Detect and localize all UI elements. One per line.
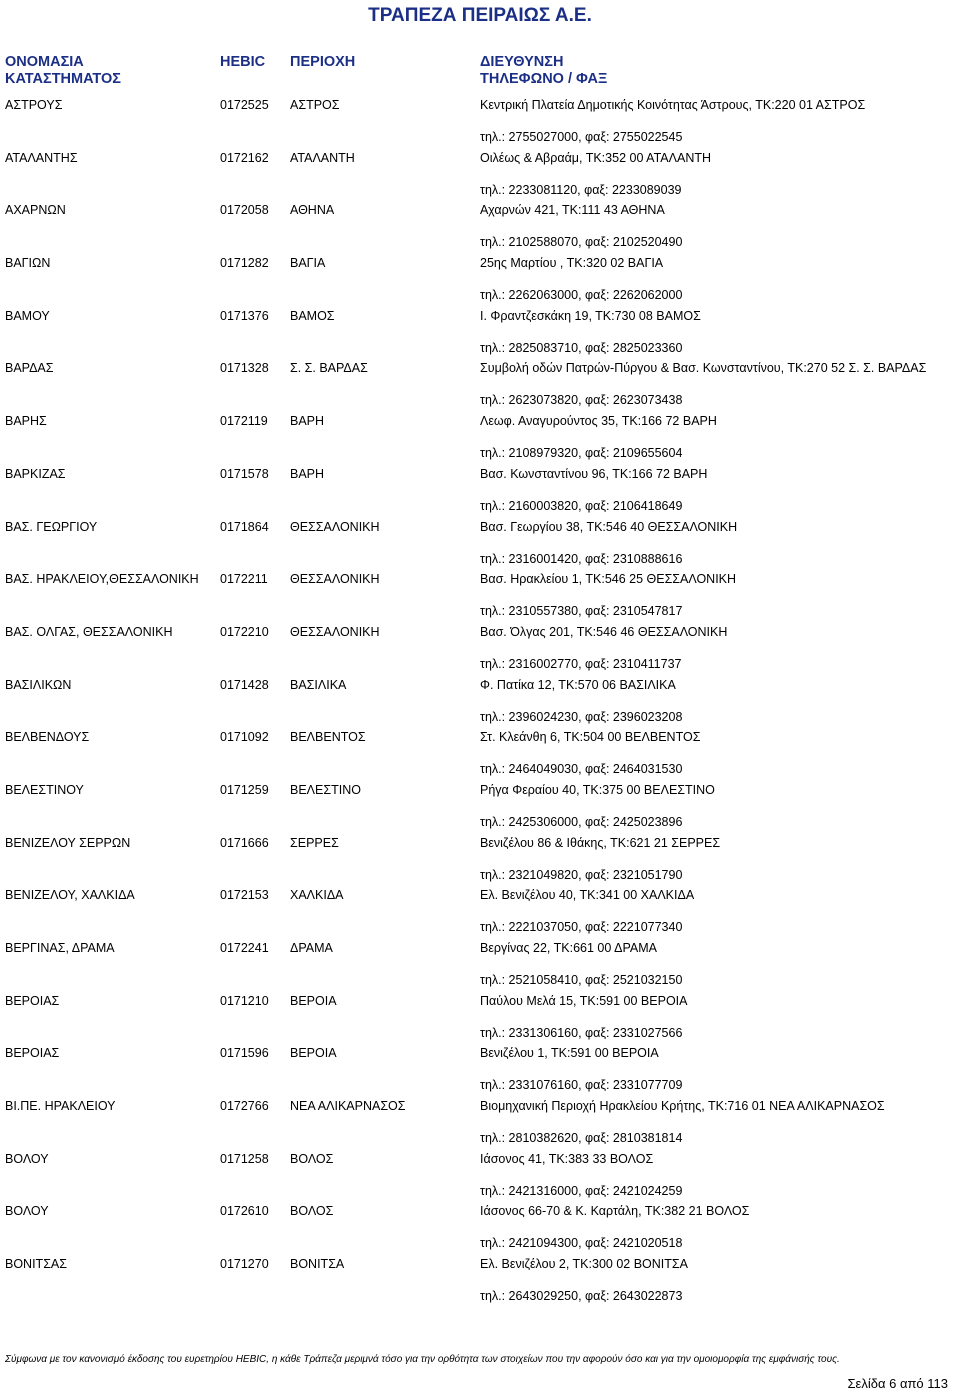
branch-address: 25ης Μαρτίου , ΤΚ:320 02 ΒΑΓΙΑ	[480, 256, 664, 271]
branch-address: Ελ. Βενιζέλου 40, ΤΚ:341 00 ΧΑΛΚΙΔΑ	[480, 888, 695, 903]
branch-phone-fax: τηλ.: 2425306000, φαξ: 2425023896	[480, 814, 683, 829]
branch-phone-fax: τηλ.: 2643029250, φαξ: 2643022873	[480, 1289, 683, 1304]
branch-area: ΒΕΛΕΣΤΙΝΟ	[290, 782, 361, 797]
branch-name: ΒΟΛΟΥ	[5, 1204, 49, 1219]
branch-address: Λεωφ. Αναγυρούντος 35, ΤΚ:166 72 ΒΑΡΗ	[480, 414, 717, 429]
header-address-line2: ΤΗΛΕΦΩΝΟ / ΦΑΞ	[480, 71, 608, 87]
branch-area: ΒΕΛΒΕΝΤΟΣ	[290, 730, 366, 745]
branch-phone-fax: τηλ.: 2331076160, φαξ: 2331077709	[480, 1078, 683, 1093]
header-hebic: HEBIC	[220, 54, 266, 70]
table-row	[0, 149, 960, 202]
branch-name: ΒΕΡΓΙΝΑΣ, ΔΡΑΜΑ	[5, 941, 115, 955]
branch-address: Ι. Φραντζεσκάκη 19, ΤΚ:730 08 ΒΑΜΟΣ	[480, 308, 701, 323]
hebic-code: 0171666	[220, 835, 269, 850]
hebic-code: 0172153	[220, 888, 269, 903]
branch-phone-fax: τηλ.: 2331306160, φαξ: 2331027566	[480, 1025, 683, 1040]
branch-name: ΒΙ.ΠΕ. ΗΡΑΚΛΕΙΟΥ	[5, 1099, 116, 1114]
hebic-code: 0171864	[220, 519, 269, 534]
branch-address: Κεντρική Πλατεία Δημοτικής Κοινότητας Άστρους, ΤΚ:220 01 ΑΣΤΡΟΣ	[480, 98, 866, 112]
branch-area: ΝΕΑ ΑΛΙΚΑΡΝΑΣΟΣ	[290, 1099, 406, 1114]
branch-phone-fax: τηλ.: 2316002770, φαξ: 2310411737	[480, 656, 682, 671]
branch-phone-fax: τηλ.: 2464049030, φαξ: 2464031530	[480, 762, 683, 777]
branch-area: ΒΑΣΙΛΙΚΑ	[290, 677, 347, 692]
header-area: ΠΕΡΙΟΧΗ	[290, 54, 356, 70]
branch-table	[0, 96, 960, 1308]
branch-address: Ελ. Βενιζέλου 2, ΤΚ:300 02 ΒΟΝΙΤΣΑ	[480, 1257, 688, 1272]
branch-phone-fax: τηλ.: 2421094300, φαξ: 2421020518	[480, 1236, 683, 1251]
branch-area: ΘΕΣΣΑΛΟΝΙΚΗ	[290, 519, 380, 534]
branch-name: ΒΑΣ. ΟΛΓΑΣ, ΘΕΣΣΑΛΟΝΙΚΗ	[5, 624, 173, 639]
hebic-code: 0172525	[220, 98, 269, 112]
branch-name: ΒΟΝΙΤΣΑΣ	[5, 1257, 67, 1272]
branch-area: ΒΑΡΗ	[290, 466, 325, 481]
table-row	[0, 307, 960, 360]
branch-phone-fax: τηλ.: 2316001420, φαξ: 2310888616	[480, 551, 683, 566]
branch-area: ΧΑΛΚΙΔΑ	[290, 888, 344, 903]
branch-phone-fax: τηλ.: 2321049820, φαξ: 2321051790	[480, 867, 683, 882]
table-row	[0, 1097, 960, 1150]
hebic-code: 0171092	[220, 730, 269, 745]
header-address	[480, 54, 607, 88]
hebic-code: 0172610	[220, 1204, 269, 1219]
hebic-code: 0171328	[220, 361, 269, 376]
branch-name: ΒΕΝΙΖΕΛΟΥ, ΧΑΛΚΙΔΑ	[5, 888, 135, 903]
hebic-code: 0171376	[220, 308, 269, 323]
branch-name: ΒΑΣ. ΓΕΩΡΓΙΟΥ	[5, 519, 98, 534]
branch-phone-fax: τηλ.: 2521058410, φαξ: 2521032150	[480, 973, 683, 987]
branch-address: Βασ. Γεωργίου 38, ΤΚ:546 40 ΘΕΣΣΑΛΟΝΙΚΗ	[480, 519, 738, 534]
branch-area: ΑΣΤΡΟΣ	[290, 98, 340, 112]
hebic-code: 0172766	[220, 1099, 269, 1114]
branch-name: ΒΑΡΗΣ	[5, 414, 47, 429]
branch-area: ΒΑΡΗ	[290, 414, 325, 429]
branch-phone-fax: τηλ.: 2102588070, φαξ: 2102520490	[480, 235, 683, 250]
header-address-line1: ΔΙΕΥΘΥΝΣΗ	[480, 54, 564, 70]
branch-address: Ιάσονος 41, ΤΚ:383 33 ΒΟΛΟΣ	[480, 1151, 654, 1166]
branch-area: ΒΕΡΟΙΑ	[290, 1046, 337, 1061]
branch-name: ΑΤΑΛΑΝΤΗΣ	[5, 150, 78, 165]
table-row	[0, 992, 960, 1045]
branch-area: ΒΕΡΟΙΑ	[290, 993, 337, 1008]
header-name	[5, 54, 121, 88]
branch-address: Βιομηχανική Περιοχή Ηρακλείου Κρήτης, ΤΚ:716 01 ΝΕΑ ΑΛΙΚΑΡΝΑΣΟΣ	[480, 1099, 885, 1114]
table-row	[0, 359, 960, 412]
branch-name: ΒΕΡΟΙΑΣ	[5, 1046, 60, 1061]
hebic-code: 0171282	[220, 256, 269, 271]
branch-name: ΒΑΡΔΑΣ	[5, 361, 54, 376]
branch-phone-fax: τηλ.: 2421316000, φαξ: 2421024259	[480, 1183, 683, 1198]
branch-address: Βενιζέλου 1, ΤΚ:591 00 ΒΕΡΟΙΑ	[480, 1046, 659, 1061]
branch-phone-fax: τηλ.: 2108979320, φαξ: 2109655604	[480, 446, 683, 461]
table-row	[0, 570, 960, 623]
table-row	[0, 886, 960, 939]
branch-area: ΒΟΛΟΣ	[290, 1151, 334, 1166]
branch-area: Σ. Σ. ΒΑΡΔΑΣ	[290, 361, 368, 376]
hebic-code: 0171270	[220, 1257, 269, 1272]
table-row	[0, 254, 960, 307]
branch-area: ΒΑΜΟΣ	[290, 308, 335, 323]
branch-phone-fax: τηλ.: 2233081120, φαξ: 2233089039	[480, 182, 682, 197]
branch-area: ΣΕΡΡΕΣ	[290, 835, 339, 850]
branch-area: ΑΘΗΝΑ	[290, 203, 335, 218]
branch-area: ΔΡΑΜΑ	[290, 941, 333, 955]
page-number: Σελίδα 6 από 113	[847, 1376, 948, 1391]
hebic-code: 0171210	[220, 993, 269, 1008]
table-header	[0, 54, 960, 90]
branch-name: ΒΑΡΚΙΖΑΣ	[5, 466, 66, 481]
branch-name: ΑΣΤΡΟΥΣ	[5, 98, 63, 112]
table-row	[0, 781, 960, 834]
branch-area: ΒΟΝΙΤΣΑ	[290, 1257, 345, 1272]
branch-name: ΒΕΛΒΕΝΔΟΥΣ	[5, 730, 90, 745]
table-row	[0, 465, 960, 518]
branch-address: Βασ. Όλγας 201, ΤΚ:546 46 ΘΕΣΣΑΛΟΝΙΚΗ	[480, 624, 728, 639]
page-title: ΤΡΑΠΕΖΑ ΠΕΙΡΑΙΩΣ Α.Ε.	[368, 5, 592, 26]
hebic-code: 0172241	[220, 941, 269, 955]
branch-address: Βενιζέλου 86 & Ιθάκης, ΤΚ:621 21 ΣΕΡΡΕΣ	[480, 835, 721, 850]
branch-name: ΒΕΛΕΣΤΙΝΟΥ	[5, 782, 84, 797]
branch-address: Βασ. Κωνσταντίνου 96, ΤΚ:166 72 ΒΑΡΗ	[480, 466, 708, 481]
header-name-line1: ΟΝΟΜΑΣΙΑ	[5, 54, 84, 70]
branch-phone-fax: τηλ.: 2396024230, φαξ: 2396023208	[480, 709, 683, 724]
hebic-code: 0171258	[220, 1151, 269, 1166]
header-name-line2: ΚΑΤΑΣΤΗΜΑΤΟΣ	[5, 71, 121, 87]
table-row	[0, 1202, 960, 1255]
table-row	[0, 1150, 960, 1203]
branch-phone-fax: τηλ.: 2825083710, φαξ: 2825023360	[480, 340, 683, 355]
branch-name: ΒΑΣΙΛΙΚΩΝ	[5, 677, 72, 692]
branch-address: Ιάσονος 66-70 & Κ. Καρτάλη, ΤΚ:382 21 ΒΟΛΟΣ	[480, 1204, 750, 1219]
table-row	[0, 412, 960, 465]
branch-phone-fax: τηλ.: 2810382620, φαξ: 2810381814	[480, 1131, 683, 1146]
hebic-code: 0172211	[220, 572, 268, 587]
branch-area: ΘΕΣΣΑΛΟΝΙΚΗ	[290, 572, 380, 587]
branch-address: Βεργίνας 22, ΤΚ:661 00 ΔΡΑΜΑ	[480, 941, 657, 955]
branch-address: Αχαρνών 421, ΤΚ:111 43 ΑΘΗΝΑ	[480, 203, 665, 218]
branch-phone-fax: τηλ.: 2160003820, φαξ: 2106418649	[480, 498, 683, 513]
branch-address: Βασ. Ηρακλείου 1, ΤΚ:546 25 ΘΕΣΣΑΛΟΝΙΚΗ	[480, 572, 737, 587]
branch-address: Οιλέως & Αβραάμ, ΤΚ:352 00 ΑΤΑΛΑΝΤΗ	[480, 150, 712, 165]
branch-address: Στ. Κλεάνθη 6, ΤΚ:504 00 ΒΕΛΒΕΝΤΟΣ	[480, 730, 701, 745]
branch-area: ΘΕΣΣΑΛΟΝΙΚΗ	[290, 624, 380, 639]
branch-phone-fax: τηλ.: 2262063000, φαξ: 2262062000	[480, 288, 683, 303]
branch-name: ΒΑΓΙΩΝ	[5, 256, 51, 271]
branch-phone-fax: τηλ.: 2623073820, φαξ: 2623073438	[480, 393, 683, 408]
table-row	[0, 623, 960, 676]
table-row	[0, 939, 960, 992]
branch-name: ΑΧΑΡΝΩΝ	[5, 203, 66, 218]
table-row	[0, 518, 960, 571]
hebic-code: 0172162	[220, 150, 269, 165]
hebic-code: 0171578	[220, 466, 269, 481]
table-row	[0, 728, 960, 781]
branch-name: ΒΕΡΟΙΑΣ	[5, 993, 60, 1008]
branch-address: Παύλου Μελά 15, ΤΚ:591 00 ΒΕΡΟΙΑ	[480, 993, 688, 1008]
branch-address: Συμβολή οδών Πατρών-Πύργου & Βασ. Κωνσταντίνου, ΤΚ:270 52 Σ. Σ. ΒΑΡΔΑΣ	[480, 361, 927, 376]
branch-name: ΒΑΜΟΥ	[5, 308, 50, 323]
table-row	[0, 676, 960, 729]
branch-name: ΒΟΛΟΥ	[5, 1151, 49, 1166]
branch-area: ΒΑΓΙΑ	[290, 256, 326, 271]
hebic-code: 0171428	[220, 677, 269, 692]
footer-note: Σύμφωνα με τον κανονισμό έκδοσης του ευρετηρίου HEBIC, η κάθε Τράπεζα μεριμνά τόσο για την ορθότητα των στοιχείων που την αφορούν όσο και για την ομοιομορφία της εμφάνισής τους.	[5, 1354, 840, 1365]
branch-address: Φ. Πατίκα 12, ΤΚ:570 06 ΒΑΣΙΛΙΚΑ	[480, 677, 676, 692]
hebic-code: 0171259	[220, 782, 269, 797]
table-row	[0, 96, 960, 149]
branch-phone-fax: τηλ.: 2755027000, φαξ: 2755022545	[480, 130, 683, 144]
branch-name: ΒΕΝΙΖΕΛΟΥ ΣΕΡΡΩΝ	[5, 835, 131, 850]
table-row	[0, 834, 960, 887]
table-row	[0, 201, 960, 254]
branch-name: ΒΑΣ. ΗΡΑΚΛΕΙΟΥ,ΘΕΣΣΑΛΟΝΙΚΗ	[5, 572, 199, 587]
branch-area: ΒΟΛΟΣ	[290, 1204, 334, 1219]
hebic-code: 0171596	[220, 1046, 269, 1061]
table-row	[0, 1044, 960, 1097]
branch-area: ΑΤΑΛΑΝΤΗ	[290, 150, 355, 165]
hebic-code: 0172210	[220, 624, 269, 639]
table-row	[0, 1255, 960, 1308]
hebic-code: 0172119	[220, 414, 268, 429]
branch-address: Ρήγα Φεραίου 40, ΤΚ:375 00 ΒΕΛΕΣΤΙΝΟ	[480, 782, 715, 797]
hebic-code: 0172058	[220, 203, 269, 218]
branch-phone-fax: τηλ.: 2221037050, φαξ: 2221077340	[480, 920, 683, 935]
branch-phone-fax: τηλ.: 2310557380, φαξ: 2310547817	[480, 604, 683, 619]
